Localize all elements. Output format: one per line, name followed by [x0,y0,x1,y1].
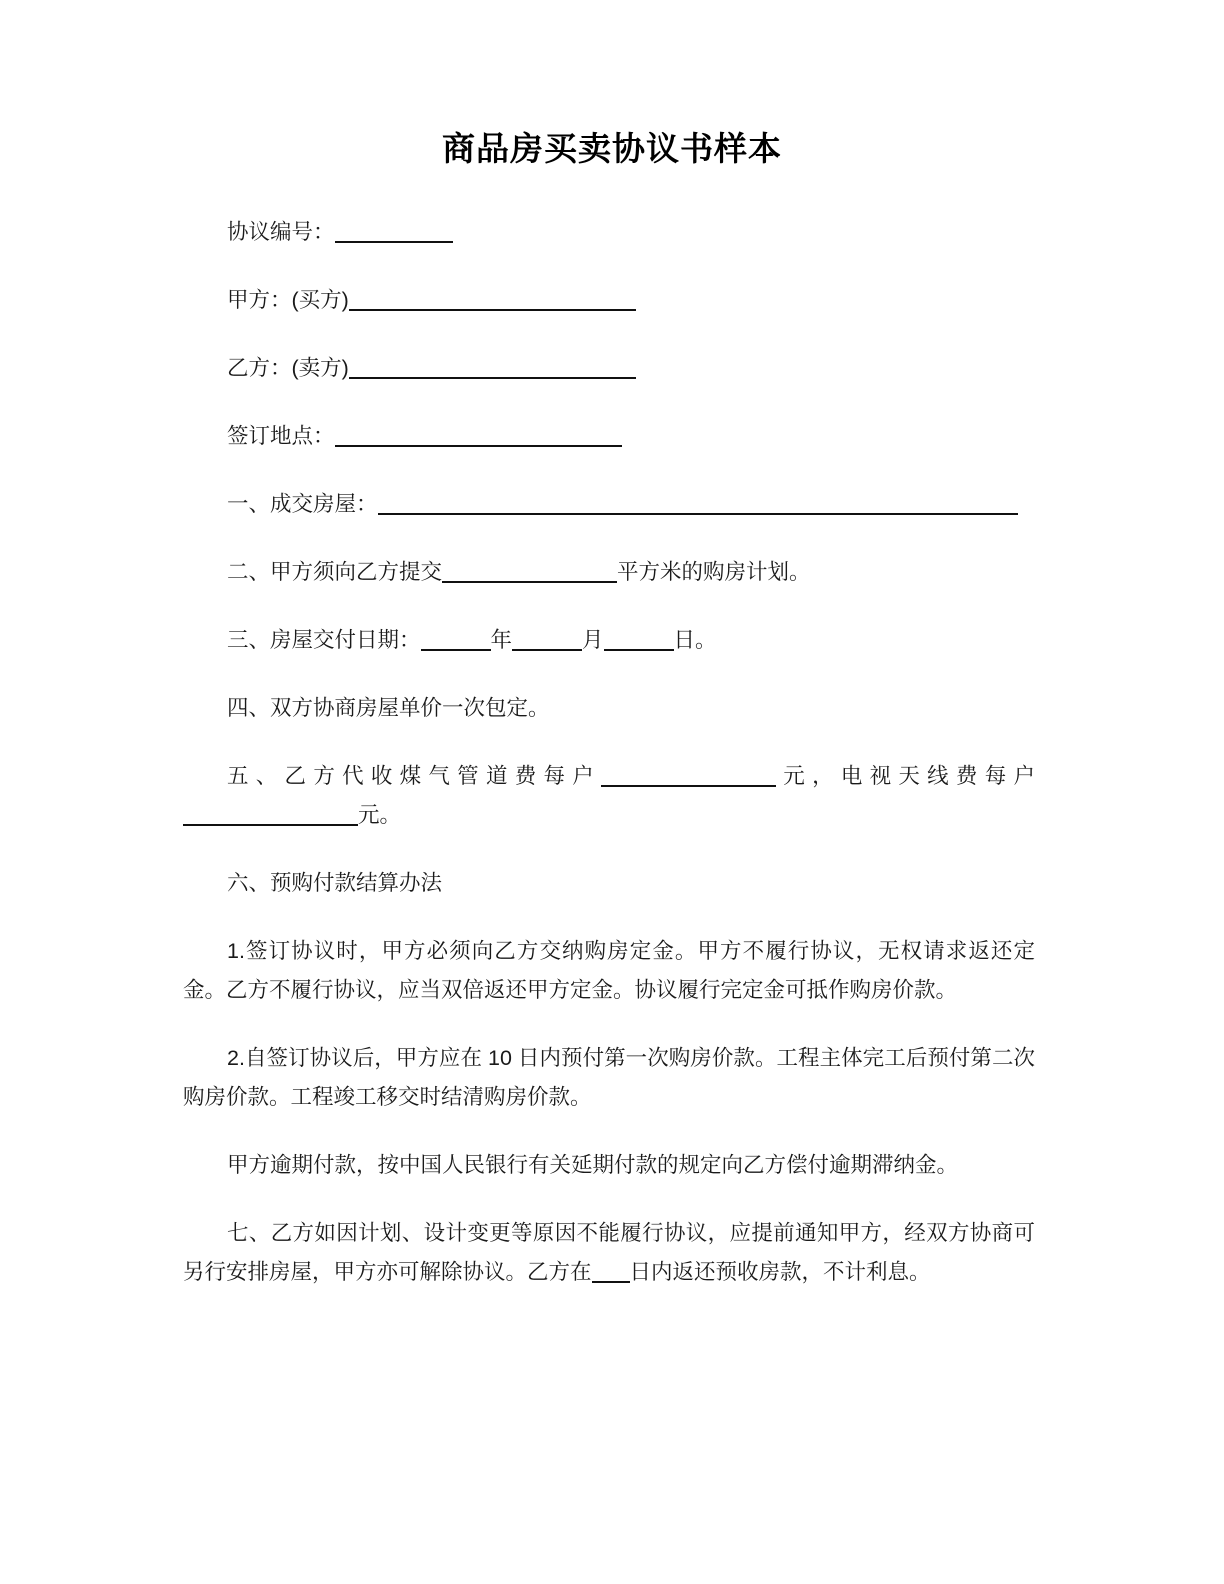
clause-2-area-blank[interactable] [442,581,617,583]
clause-6-item-1: 1.签订协议时，甲方必须向乙方交纳购房定金。甲方不履行协议，无权请求返还定金。乙方不履行协议，应当双倍返还甲方定金。协议履行完定金可抵作购房价款。 [183,939,1035,1003]
clause-7-plan-change [183,1214,1035,1292]
page-title: 商品房买卖协议书样本 [442,130,782,167]
clause-5-antenna-fee-blank[interactable] [183,824,358,826]
clause-6-item-3-late-payment: 甲方逾期付款，按中国人民银行有关延期付款的规定向乙方偿付逾期滞纳金。 [227,1153,959,1178]
field-agreement-number-label: 协议编号： [227,220,335,245]
clause-1-label: 一、成交房屋： [227,492,378,517]
clause-4-unit-price [183,689,1035,728]
field-signing-place-label: 签订地点： [227,424,335,449]
field-signing-place [183,417,1035,456]
field-party-a-blank[interactable] [349,309,636,311]
clause-6-heading [183,864,1035,903]
clause-3-day-unit: 日。 [673,628,717,653]
clause-3-month-blank[interactable] [512,649,582,651]
clause-1-transacted-house [183,485,1035,524]
clause-5-suffix: 元。 [358,803,402,828]
field-party-b [183,349,1035,388]
field-party-b-label: 乙方：(卖方) [227,356,349,381]
clause-3-day-blank[interactable] [604,649,674,651]
field-party-b-blank[interactable] [349,377,636,379]
clause-7-part-1: 七、乙方如因计划、设计变更等原因不能履行协议，应提前通知甲方，经双方协商可另行安排房屋，甲方亦可解除协议。乙方在 [183,1221,1035,1285]
clause-6-heading-text: 六、预购付款结算办法 [227,871,443,896]
field-agreement-number [183,213,1035,252]
field-party-a-label: 甲方：(买方) [227,288,349,313]
clause-5-collected-fees [183,757,1035,835]
clause-2-suffix: 平方米的购房计划。 [617,560,811,585]
field-signing-place-blank[interactable] [335,445,622,447]
clause-4-text: 四、双方协商房屋单价一次包定。 [227,696,550,721]
clause-3-delivery-date [183,621,1035,660]
clause-3-month-unit: 月 [582,628,604,653]
clause-1-blank[interactable] [378,513,1018,515]
clause-3-year-unit: 年 [490,628,513,653]
clause-2-prefix: 二、甲方须向乙方提交 [227,560,443,585]
field-party-a [183,281,1035,320]
clause-7-part-2: 日内返还预收房款，不计利息。 [629,1260,931,1285]
clause-5-prefix: 五、乙方代收煤气管道费每户 [227,764,602,789]
clause-3-year-blank[interactable] [421,649,491,651]
clause-2-purchase-plan [183,553,1035,592]
clause-7-days-blank[interactable] [592,1281,630,1283]
clause-3-prefix: 三、房屋交付日期： [227,628,421,653]
clause-5-gas-fee-blank[interactable] [601,785,776,787]
field-agreement-number-blank[interactable] [335,241,453,243]
clause-6-item-2: 2.自签订协议后，甲方应在 10 日内预付第一次购房价款。工程主体完工后预付第二次购房价款。工程竣工移交时结清购房价款。 [183,1046,1035,1110]
clause-5-mid: 元，电视天线费每户 [776,764,1035,789]
document-body [0,213,1224,1292]
